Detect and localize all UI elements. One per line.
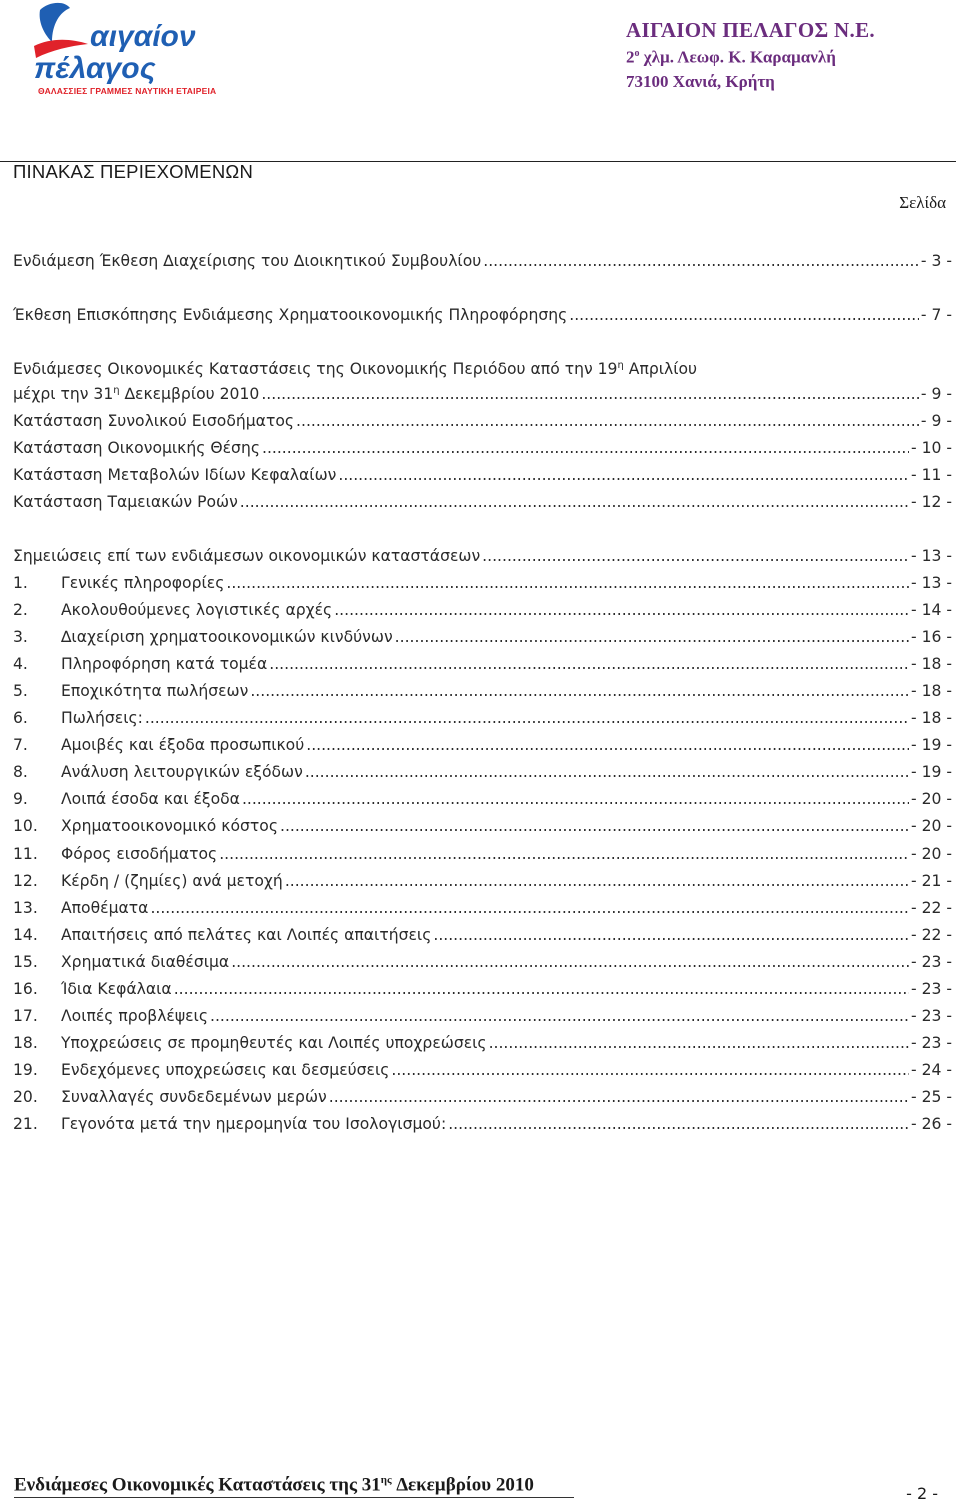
toc-entry-note[interactable]: 13. Αποθέµατα ..... - 22 -	[13, 899, 952, 925]
page-column-header: Σελίδα	[899, 193, 946, 212]
company-name: ΑΙΓΑΙΟΝ ΠΕΛΑΓΟΣ Ν.Ε.	[626, 18, 875, 42]
toc-entry-note[interactable]: 7. Αµοιβές και έξοδα προσωπικού ..... - 19 -	[13, 736, 952, 762]
company-info	[626, 18, 875, 94]
company-logo	[30, 2, 260, 98]
toc-entry-statement[interactable]: Κατάσταση Ταµειακών Ροών ..... - 12 -	[13, 493, 952, 519]
toc-entry-note[interactable]: 11. Φόρος εισοδήµατος ..... - 20 -	[13, 845, 952, 871]
toc-entry-directors-report[interactable]: Ενδιάµεση Έκθεση ∆ιαχείρισης του ∆ιοικητικού Συµβουλίου ..... - 3 -	[13, 252, 952, 278]
company-city: 73100 Χανιά, Κρήτη	[626, 71, 775, 91]
toc-entry-note[interactable]: 2. Ακολουθούµενες λογιστικές αρχές ..... - 14 -	[13, 601, 952, 627]
toc-entry-note[interactable]: 10. Χρηµατοοικονοµικό κόστος ..... - 20 -	[13, 817, 952, 843]
toc-entry-note[interactable]: 3. ∆ιαχείριση χρηµατοοικονοµικών κινδύνων ..... - 16 -	[13, 628, 952, 654]
toc-entry-note[interactable]: 9. Λοιπά έσοδα και έξοδα ..... - 20 -	[13, 790, 952, 816]
toc-entry-note[interactable]: 20. Συναλλαγές συνδεδεµένων µερών ..... - 25 -	[13, 1088, 952, 1114]
toc-entry-note[interactable]: 16. Ίδια Κεφάλαια ..... - 23 -	[13, 980, 952, 1006]
statements-heading: Ενδιάµεσες Οικονοµικές Καταστάσεις της Οικονοµικής Περιόδου από την $19^\eta$ Απριλίου	[13, 360, 698, 379]
toc-entry-note[interactable]: 6. Πωλήσεις: ..... - 18 -	[13, 709, 952, 735]
logo-tagline: ΘΑΛΑΣΣΙΕΣ ΓΡΑΜΜΕΣ ΝΑΥΤΙΚΗ ΕΤΑΙΡΕΙΑ	[38, 86, 217, 96]
toc-entry-statement[interactable]: Κατάσταση Μεταβολών Ιδίων Κεφαλαίων ..... - 11 -	[13, 466, 952, 492]
toc-entry-note[interactable]: 12. Κέρδη / (ζηµίες) ανά µετοχή ..... - 21 -	[13, 872, 952, 898]
toc-entry-note[interactable]: 1. Γενικές πληροφορίες ..... - 13 -	[13, 574, 952, 600]
logo-brand-line1: αιγαίον	[90, 20, 196, 53]
toc-entry-note[interactable]: 18. Υποχρεώσεις σε προµηθευτές και Λοιπές υποχρεώσεις ..... - 23 -	[13, 1034, 952, 1060]
footer-title: Ενδιάµεσες Οικονοµικές Καταστάσεις της $31^{\eta\varsigma}$ ∆εκεµβρίου 2010	[14, 1474, 534, 1496]
logo-brand-line2: πέλαγος	[34, 52, 156, 85]
toc-entry-note[interactable]: 17. Λοιπές προβλέψεις ..... - 23 -	[13, 1007, 952, 1033]
toc-entry-note[interactable]: 19. Ενδεχόµενες υποχρεώσεις και δεσµεύσεις ..... - 24 -	[13, 1061, 952, 1087]
footer-underline	[14, 1497, 574, 1498]
toc-entry-statements-period[interactable]: µέχρι την $31^\eta$ ∆εκεµβρίου 2010 ..... - 9 -	[13, 385, 952, 411]
toc-title: ΠΙΝΑΚΑΣ ΠΕΡΙΕΧΟΜΕΝΩΝ	[13, 161, 254, 182]
toc-entry-note[interactable]: 15. Χρηµατικά διαθέσιµα ..... - 23 -	[13, 953, 952, 979]
company-address: $2^o$ χλµ. Λεωφ. Κ. Καραµανλή	[626, 47, 836, 67]
toc-entry-note[interactable]: 14. Απαιτήσεις από πελάτες και Λοιπές απαιτήσεις ..... - 22 -	[13, 926, 952, 952]
sail-shape	[40, 3, 70, 42]
toc-entry-notes[interactable]: Σηµειώσεις επί των ενδιάµεσων οικονοµικών καταστάσεων ..... - 13 -	[13, 547, 952, 573]
toc-entry-note[interactable]: 4. Πληροφόρηση κατά τοµέα ..... - 18 -	[13, 655, 952, 681]
page-number: - 2 -	[906, 1484, 938, 1503]
toc-entry-statement[interactable]: Κατάσταση Οικονοµικής Θέσης ..... - 10 -	[13, 439, 952, 465]
toc-entry-review-report[interactable]: Έκθεση Επισκόπησης Ενδιάµεσης Χρηµατοοικονοµικής Πληροφόρησης ..... - 7 -	[13, 306, 952, 332]
toc-entry-note[interactable]: 5. Εποχικότητα πωλήσεων ..... - 18 -	[13, 682, 952, 708]
toc-entry-note[interactable]: 21. Γεγονότα µετά την ηµεροµηνία του Ισολογισµού: ..... - 26 -	[13, 1115, 952, 1141]
logo-graphic	[30, 2, 260, 86]
toc-entry-note[interactable]: 8. Ανάλυση λειτουργικών εξόδων ..... - 19 -	[13, 763, 952, 789]
toc-entry-statement[interactable]: Κατάσταση Συνολικού Εισοδήµατος ..... - 9 -	[13, 412, 952, 438]
